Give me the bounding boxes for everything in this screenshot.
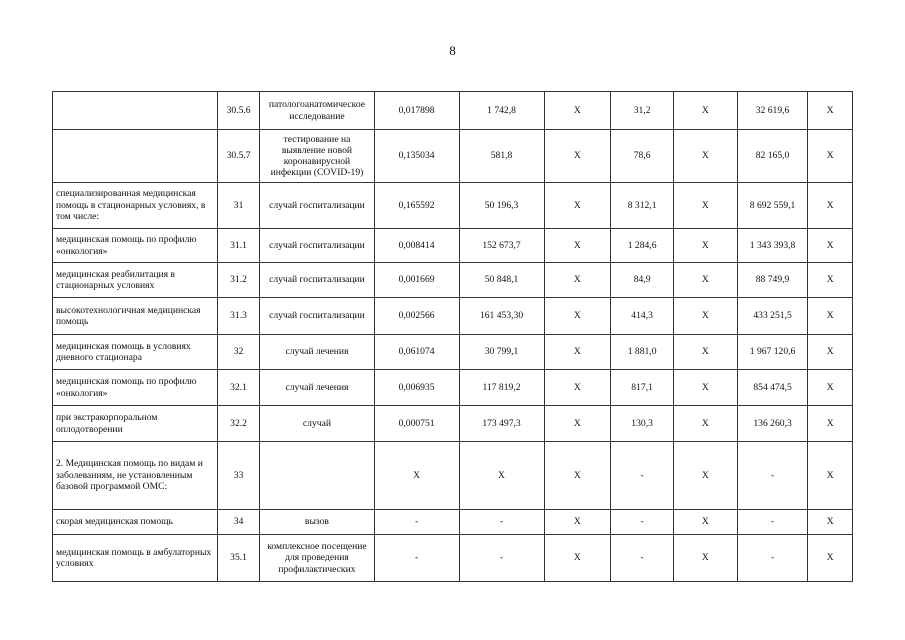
table-row (53, 229, 853, 263)
row-oms-per-capita-cell: 130,3 (611, 406, 674, 442)
row-norm-cost-cell: 30 799,1 (459, 335, 544, 370)
row-name-cell: медицинская помощь в условиях дневного стационара (53, 335, 218, 370)
row-oms-per-capita-cell: - (611, 510, 674, 535)
table-row (53, 92, 853, 130)
row-share-cell: Х (808, 370, 853, 406)
row-share-cell: Х (808, 442, 853, 510)
table-body (53, 92, 853, 582)
row-share-cell: Х (808, 335, 853, 370)
row-budget-per-capita-cell: Х (544, 183, 611, 229)
row-budget-total-cell: Х (673, 130, 737, 183)
row-oms-per-capita-cell: 1 284,6 (611, 229, 674, 263)
row-norm-volume-cell: 0,135034 (374, 130, 459, 183)
row-oms-per-capita-cell: 31,2 (611, 92, 674, 130)
row-unit-cell: случай госпитализации (260, 263, 374, 298)
row-unit-cell: случай госпитализации (260, 298, 374, 335)
row-unit-cell: случай госпитализации (260, 183, 374, 229)
row-oms-total-cell: 82 165,0 (737, 130, 808, 183)
page-number: 8 (449, 43, 456, 58)
row-code-cell: 32 (217, 335, 259, 370)
row-budget-per-capita-cell: Х (544, 130, 611, 183)
row-budget-per-capita-cell: Х (544, 535, 611, 582)
row-code-cell: 30.5.7 (217, 130, 259, 183)
row-norm-cost-cell: 1 742,8 (459, 92, 544, 130)
row-budget-total-cell: Х (673, 370, 737, 406)
row-norm-cost-cell: - (459, 510, 544, 535)
row-norm-cost-cell: 152 673,7 (459, 229, 544, 263)
row-budget-per-capita-cell: Х (544, 510, 611, 535)
table-row (53, 370, 853, 406)
table-row (53, 263, 853, 298)
row-unit-cell: случай лечения (260, 370, 374, 406)
row-budget-total-cell: Х (673, 406, 737, 442)
row-oms-per-capita-cell: - (611, 442, 674, 510)
row-oms-total-cell: - (737, 510, 808, 535)
row-share-cell: Х (808, 298, 853, 335)
row-code-cell: 35.1 (217, 535, 259, 582)
row-unit-cell: случай госпитализации (260, 229, 374, 263)
row-norm-volume-cell: 0,017898 (374, 92, 459, 130)
table-row (53, 535, 853, 582)
row-budget-total-cell: Х (673, 298, 737, 335)
row-norm-volume-cell: 0,000751 (374, 406, 459, 442)
row-code-cell: 30.5.6 (217, 92, 259, 130)
table-row (53, 406, 853, 442)
row-norm-volume-cell: Х (374, 442, 459, 510)
row-norm-volume-cell: - (374, 535, 459, 582)
row-code-cell: 31 (217, 183, 259, 229)
row-unit-cell: случай лечения (260, 335, 374, 370)
row-budget-per-capita-cell: Х (544, 370, 611, 406)
financing-table (52, 91, 853, 582)
row-budget-total-cell: Х (673, 263, 737, 298)
row-budget-per-capita-cell: Х (544, 92, 611, 130)
row-name-cell: медицинская помощь по профилю «онкология» (53, 370, 218, 406)
row-oms-total-cell: 1 967 120,6 (737, 335, 808, 370)
table-row (53, 130, 853, 183)
row-oms-total-cell: 8 692 559,1 (737, 183, 808, 229)
row-unit-cell: комплексное посещение для проведения профилактических (260, 535, 374, 582)
row-name-cell: высокотехнологичная медицинская помощь (53, 298, 218, 335)
row-unit-cell: патологоанатомическое исследование (260, 92, 374, 130)
row-budget-total-cell: Х (673, 183, 737, 229)
row-norm-volume-cell: 0,061074 (374, 335, 459, 370)
row-oms-total-cell: 854 474,5 (737, 370, 808, 406)
row-norm-cost-cell: 50 196,3 (459, 183, 544, 229)
row-oms-per-capita-cell: 84,9 (611, 263, 674, 298)
row-oms-total-cell: 136 260,3 (737, 406, 808, 442)
row-name-cell (53, 130, 218, 183)
row-oms-total-cell: - (737, 442, 808, 510)
row-code-cell: 31.2 (217, 263, 259, 298)
row-code-cell: 32.1 (217, 370, 259, 406)
row-unit-cell: тестирование на выявление новой коронавирусной инфекции (COVID-19) (260, 130, 374, 183)
row-norm-cost-cell: Х (459, 442, 544, 510)
row-norm-cost-cell: 161 453,30 (459, 298, 544, 335)
row-budget-total-cell: Х (673, 535, 737, 582)
row-norm-volume-cell: - (374, 510, 459, 535)
row-code-cell: 31.1 (217, 229, 259, 263)
row-norm-volume-cell: 0,165592 (374, 183, 459, 229)
row-budget-total-cell: Х (673, 442, 737, 510)
row-norm-volume-cell: 0,002566 (374, 298, 459, 335)
table-row (53, 442, 853, 510)
row-budget-per-capita-cell: Х (544, 442, 611, 510)
row-name-cell: медицинская реабилитация в стационарных условиях (53, 263, 218, 298)
row-name-cell: медицинская помощь в амбулаторных условиях (53, 535, 218, 582)
row-share-cell: Х (808, 229, 853, 263)
row-budget-total-cell: Х (673, 92, 737, 130)
row-oms-total-cell: 32 619,6 (737, 92, 808, 130)
row-oms-per-capita-cell: - (611, 535, 674, 582)
row-name-cell: медицинская помощь по профилю «онкология» (53, 229, 218, 263)
row-name-cell: 2. Медицинская помощь по видам и заболеваниям, не установленным базовой программой ОМС: (53, 442, 218, 510)
row-share-cell: Х (808, 535, 853, 582)
row-code-cell: 34 (217, 510, 259, 535)
row-oms-per-capita-cell: 8 312,1 (611, 183, 674, 229)
row-norm-cost-cell: 173 497,3 (459, 406, 544, 442)
row-oms-per-capita-cell: 78,6 (611, 130, 674, 183)
table-row (53, 510, 853, 535)
row-budget-total-cell: Х (673, 229, 737, 263)
row-share-cell: Х (808, 130, 853, 183)
row-share-cell: Х (808, 92, 853, 130)
row-share-cell: Х (808, 406, 853, 442)
row-norm-cost-cell: 50 848,1 (459, 263, 544, 298)
row-code-cell: 32.2 (217, 406, 259, 442)
table-row (53, 183, 853, 229)
row-oms-per-capita-cell: 817,1 (611, 370, 674, 406)
row-oms-total-cell: 88 749,9 (737, 263, 808, 298)
table-row (53, 335, 853, 370)
row-unit-cell: случай (260, 406, 374, 442)
row-budget-total-cell: Х (673, 510, 737, 535)
row-budget-total-cell: Х (673, 335, 737, 370)
row-share-cell: Х (808, 183, 853, 229)
row-oms-total-cell: 1 343 393,8 (737, 229, 808, 263)
row-budget-per-capita-cell: Х (544, 229, 611, 263)
row-share-cell: Х (808, 510, 853, 535)
row-name-cell: специализированная медицинская помощь в стационарных условиях, в том числе: (53, 183, 218, 229)
row-name-cell: при экстракорпоральном оплодотворении (53, 406, 218, 442)
row-share-cell: Х (808, 263, 853, 298)
row-budget-per-capita-cell: Х (544, 406, 611, 442)
row-code-cell: 31.3 (217, 298, 259, 335)
row-norm-volume-cell: 0,006935 (374, 370, 459, 406)
row-oms-total-cell: 433 251,5 (737, 298, 808, 335)
row-norm-volume-cell: 0,008414 (374, 229, 459, 263)
row-norm-cost-cell: - (459, 535, 544, 582)
row-oms-total-cell: - (737, 535, 808, 582)
row-oms-per-capita-cell: 414,3 (611, 298, 674, 335)
row-budget-per-capita-cell: Х (544, 263, 611, 298)
table-row (53, 298, 853, 335)
row-name-cell: скорая медицинская помощь (53, 510, 218, 535)
row-budget-per-capita-cell: Х (544, 298, 611, 335)
row-unit-cell: вызов (260, 510, 374, 535)
row-budget-per-capita-cell: Х (544, 335, 611, 370)
row-unit-cell (260, 442, 374, 510)
row-norm-cost-cell: 117 819,2 (459, 370, 544, 406)
row-code-cell: 33 (217, 442, 259, 510)
row-norm-cost-cell: 581,8 (459, 130, 544, 183)
row-norm-volume-cell: 0,001669 (374, 263, 459, 298)
row-name-cell (53, 92, 218, 130)
row-oms-per-capita-cell: 1 881,0 (611, 335, 674, 370)
